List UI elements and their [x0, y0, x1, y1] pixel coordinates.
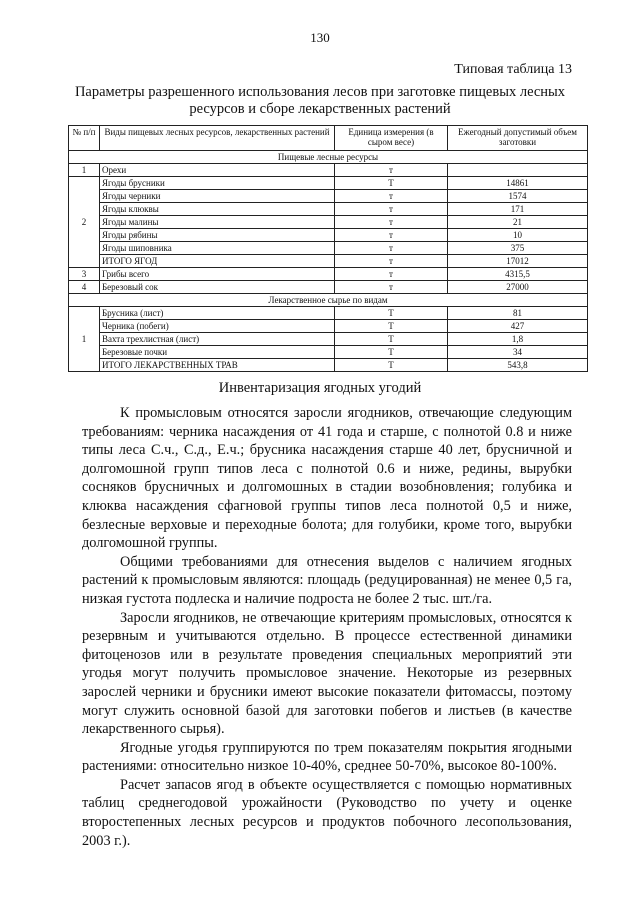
paragraph: Ягодные угодья группируются по трем показателям покрытия ягодными растениями: относительно низкое 10-40%, среднее 50-70%, высокое 80-100%. — [82, 739, 572, 775]
volume-cell: 543,8 — [448, 359, 588, 372]
unit-cell: Т — [335, 359, 448, 372]
resource-name: Ягоды шиповника — [100, 242, 335, 255]
resource-name: ИТОГО ЯГОД — [100, 255, 335, 268]
resource-name: Ягоды малины — [100, 216, 335, 229]
resource-name: Березовые почки — [100, 346, 335, 359]
table-row — [69, 229, 588, 242]
unit-cell: Т — [335, 333, 448, 346]
unit-cell: т — [335, 203, 448, 216]
volume-cell: 14861 — [448, 177, 588, 190]
resource-name: Вахта трехлистная (лист) — [100, 333, 335, 346]
unit-cell: т — [335, 229, 448, 242]
volume-cell: 27000 — [448, 281, 588, 294]
volume-cell: 21 — [448, 216, 588, 229]
paragraph: Расчет запасов ягод в объекте осуществляется с помощью нормативных таблиц среднегодовой урожайности (Руководство по учету и оценке второстепенных лесных ресурсов и продуктов побочного лесопользования, 2003 г.). — [82, 776, 572, 849]
unit-cell: т — [335, 268, 448, 281]
section-food-resources: Пищевые лесные ресурсы — [69, 151, 588, 164]
header-unit: Единица измерения (в сыром весе) — [335, 126, 448, 151]
table-section-row — [69, 151, 588, 164]
paragraph: Заросли ягодников, не отвечающие критериям промысловых, относятся к резервным и учитываются отдельно. В процессе естественной динамики фитоценозов или в результате проведения специальных мероприятий эти угодья могут получить промысловое значение. Некоторые из резервных зарослей черники и брусники имеют высокие показатели фитомассы, поэтому могут служить основной базой для заготовки побегов и листьев (в качестве лекарственного сырья). — [82, 609, 572, 738]
unit-cell: т — [335, 281, 448, 294]
volume-cell: 10 — [448, 229, 588, 242]
table-row — [69, 255, 588, 268]
table-row — [69, 307, 588, 320]
resource-name: Ягоды брусники — [100, 177, 335, 190]
unit-cell: т — [335, 216, 448, 229]
volume-cell: 81 — [448, 307, 588, 320]
body-text — [82, 404, 572, 850]
unit-cell: т — [335, 190, 448, 203]
unit-cell: Т — [335, 346, 448, 359]
section-heading: Инвентаризация ягодных угодий — [218, 380, 422, 396]
resource-name: Грибы всего — [100, 268, 335, 281]
resource-name: Березовый сок — [100, 281, 335, 294]
resource-name: Черника (побеги) — [100, 320, 335, 333]
volume-cell: 1,8 — [448, 333, 588, 346]
volume-cell: 34 — [448, 346, 588, 359]
unit-cell: Т — [335, 177, 448, 190]
resource-name: Ягоды черники — [100, 190, 335, 203]
document-title: Параметры разрешенного использования лесов при заготовке пищевых лесных ресурсов и сборе лекарственных растений — [74, 84, 566, 117]
table-row — [69, 346, 588, 359]
table-row — [69, 281, 588, 294]
unit-cell: т — [335, 255, 448, 268]
row-number: 1 — [69, 307, 100, 372]
header-annual-volume: Ежегодный допустимый объем заготовки — [448, 126, 588, 151]
row-number: 2 — [69, 177, 100, 268]
volume-cell: 375 — [448, 242, 588, 255]
table-row — [69, 320, 588, 333]
row-number: 3 — [69, 268, 100, 281]
resource-name: Ягоды клюквы — [100, 203, 335, 216]
header-resource-type: Виды пищевых лесных ресурсов, лекарственных растений — [100, 126, 335, 151]
table-row — [69, 190, 588, 203]
volume-cell: 4315,5 — [448, 268, 588, 281]
table-row — [69, 203, 588, 216]
resource-name: Орехи — [100, 164, 335, 177]
volume-cell — [448, 164, 588, 177]
volume-cell: 427 — [448, 320, 588, 333]
table-header-row — [69, 126, 588, 151]
unit-cell: т — [335, 242, 448, 255]
row-number: 4 — [69, 281, 100, 294]
table-label: Типовая таблица 13 — [454, 62, 572, 77]
table-row — [69, 216, 588, 229]
page-number: 130 — [310, 30, 330, 45]
resource-name: Ягоды рябины — [100, 229, 335, 242]
volume-cell: 17012 — [448, 255, 588, 268]
table-row — [69, 359, 588, 372]
unit-cell: Т — [335, 307, 448, 320]
header-number: № п/п — [69, 126, 100, 151]
parameters-table — [68, 125, 588, 372]
table-row — [69, 164, 588, 177]
unit-cell: т — [335, 164, 448, 177]
table-section-row — [69, 294, 588, 307]
unit-cell: Т — [335, 320, 448, 333]
volume-cell: 1574 — [448, 190, 588, 203]
section-medicinal-raw-materials: Лекарственное сырье по видам — [69, 294, 588, 307]
table-row — [69, 333, 588, 346]
resource-name: Брусника (лист) — [100, 307, 335, 320]
paragraph: К промысловым относятся заросли ягодников, отвечающие следующим требованиям: черника насаждения от 41 года и старше, с полнотой 0.8 и ниже типы леса С.ч., С.д., Е.ч.; брусника насаждения старше 40 лет, брусничной и долгомошной групп типов леса с полнотой 0.6 и ниже, редины, вырубки сосняков брусничных и долгомошных в стадии возобновления; голубика и клюква насаждения сфагновой группы типов леса полнотой 0,5 и ниже, безлесные верховые и переходные болота; для голубики, кроме того, вырубки долгомошной группы. — [82, 405, 572, 552]
row-number: 1 — [69, 164, 100, 177]
table-row — [69, 177, 588, 190]
resource-name: ИТОГО ЛЕКАРСТВЕННЫХ ТРАВ — [100, 359, 335, 372]
table-row — [69, 268, 588, 281]
volume-cell: 171 — [448, 203, 588, 216]
paragraph: Общими требованиями для отнесения выделов с наличием ягодных растений к промысловым являются: площадь (редуцированная) не менее 0,5 га, низкая густота подлеска и наличие подроста не более 2 тыс. шт./га. — [82, 553, 572, 607]
table-row — [69, 242, 588, 255]
